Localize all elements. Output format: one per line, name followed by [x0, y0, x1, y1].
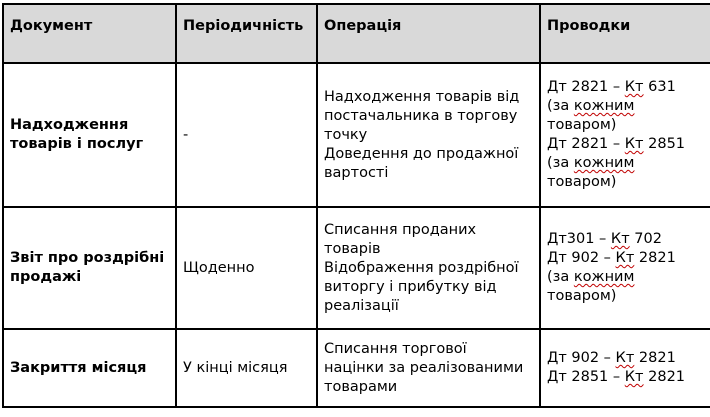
accounting-table	[2, 3, 710, 408]
entry-text: Дт 902 –	[547, 250, 616, 266]
header-operation: Операція	[317, 4, 540, 63]
operation-line: товарами	[324, 378, 398, 395]
entry-text: Дт 2851 –	[547, 369, 625, 385]
operation-line: вартості	[324, 164, 389, 181]
header-entries: Проводки	[540, 4, 710, 63]
operation-line: постачальника в торгову	[324, 107, 518, 124]
entry-text: Дт 902 –	[547, 350, 616, 366]
cell-entries	[540, 63, 710, 207]
table-row	[3, 207, 710, 329]
entry-line	[547, 349, 704, 368]
entry-line	[547, 116, 704, 135]
entry-line	[547, 154, 704, 173]
entry-text: товаром)	[547, 174, 617, 190]
cell-operation	[317, 329, 540, 407]
spellcheck-word: кожним	[573, 155, 635, 171]
spellcheck-word: Кт	[610, 231, 630, 247]
operation-line: націнки за реалізованими	[324, 359, 524, 376]
spellcheck-word: кожним	[573, 269, 635, 285]
spellcheck-word: Кт	[624, 369, 644, 385]
entry-text: 631	[643, 79, 676, 95]
entry-line	[547, 368, 704, 387]
document-line: Звіт про роздрібні	[10, 250, 165, 266]
entry-line	[547, 173, 704, 192]
spellcheck-word: кожним	[573, 98, 635, 114]
cell-periodicity: -	[176, 63, 317, 207]
cell-entries	[540, 207, 710, 329]
operation-line: Списання торгової	[324, 340, 467, 357]
document-line: товарів і послуг	[10, 136, 144, 152]
operation-line: товарів	[324, 240, 381, 257]
document-line: Надходження	[10, 117, 129, 133]
entry-text: 702	[629, 231, 662, 247]
entry-line	[547, 287, 704, 306]
entry-text: товаром)	[547, 288, 617, 304]
entry-line	[547, 268, 704, 287]
operation-line: реалізації	[324, 297, 399, 314]
entry-text: (за	[547, 98, 574, 114]
entry-text: 2821	[634, 250, 676, 266]
entry-text: 2821	[643, 369, 686, 385]
header-document: Документ	[3, 4, 176, 63]
operation-line: виторгу і прибутку від	[324, 278, 497, 295]
header-periodicity: Періодичність	[176, 4, 317, 63]
entry-text: 2851	[643, 136, 686, 152]
spellcheck-word: Кт	[615, 250, 635, 266]
entry-text: товаром)	[547, 117, 617, 133]
spellcheck-word: Кт	[624, 136, 644, 152]
cell-periodicity: Щоденно	[176, 207, 317, 329]
cell-document	[3, 329, 176, 407]
cell-entries	[540, 329, 710, 407]
table-row	[3, 329, 710, 407]
entry-line	[547, 230, 704, 249]
operation-line: Доведення до продажної	[324, 145, 519, 162]
document-line: Закриття місяця	[10, 359, 147, 376]
operation-line: Відображення роздрібної	[324, 259, 519, 276]
table-header-row	[3, 4, 710, 63]
entry-text: (за	[547, 155, 574, 171]
entry-line	[547, 249, 704, 268]
operation-line: точку	[324, 126, 368, 143]
table-row	[3, 63, 710, 207]
entry-text: Дт301 –	[547, 231, 611, 247]
entry-text: Дт 2821 –	[547, 136, 625, 152]
entry-line	[547, 97, 704, 116]
entry-line	[547, 135, 704, 154]
operation-line: Надходження товарів від	[324, 88, 520, 105]
entry-text: 2821	[634, 350, 676, 366]
cell-document	[3, 207, 176, 329]
spellcheck-word: Кт	[624, 79, 644, 95]
document-line: продажі	[10, 269, 82, 285]
cell-periodicity: У кінці місяця	[176, 329, 317, 407]
cell-document	[3, 63, 176, 207]
cell-operation	[317, 63, 540, 207]
entry-text: (за	[547, 269, 574, 285]
operation-line: Списання проданих	[324, 221, 477, 238]
entry-line	[547, 78, 704, 97]
cell-operation	[317, 207, 540, 329]
entry-text: Дт 2821 –	[547, 79, 625, 95]
spellcheck-word: Кт	[615, 350, 635, 366]
